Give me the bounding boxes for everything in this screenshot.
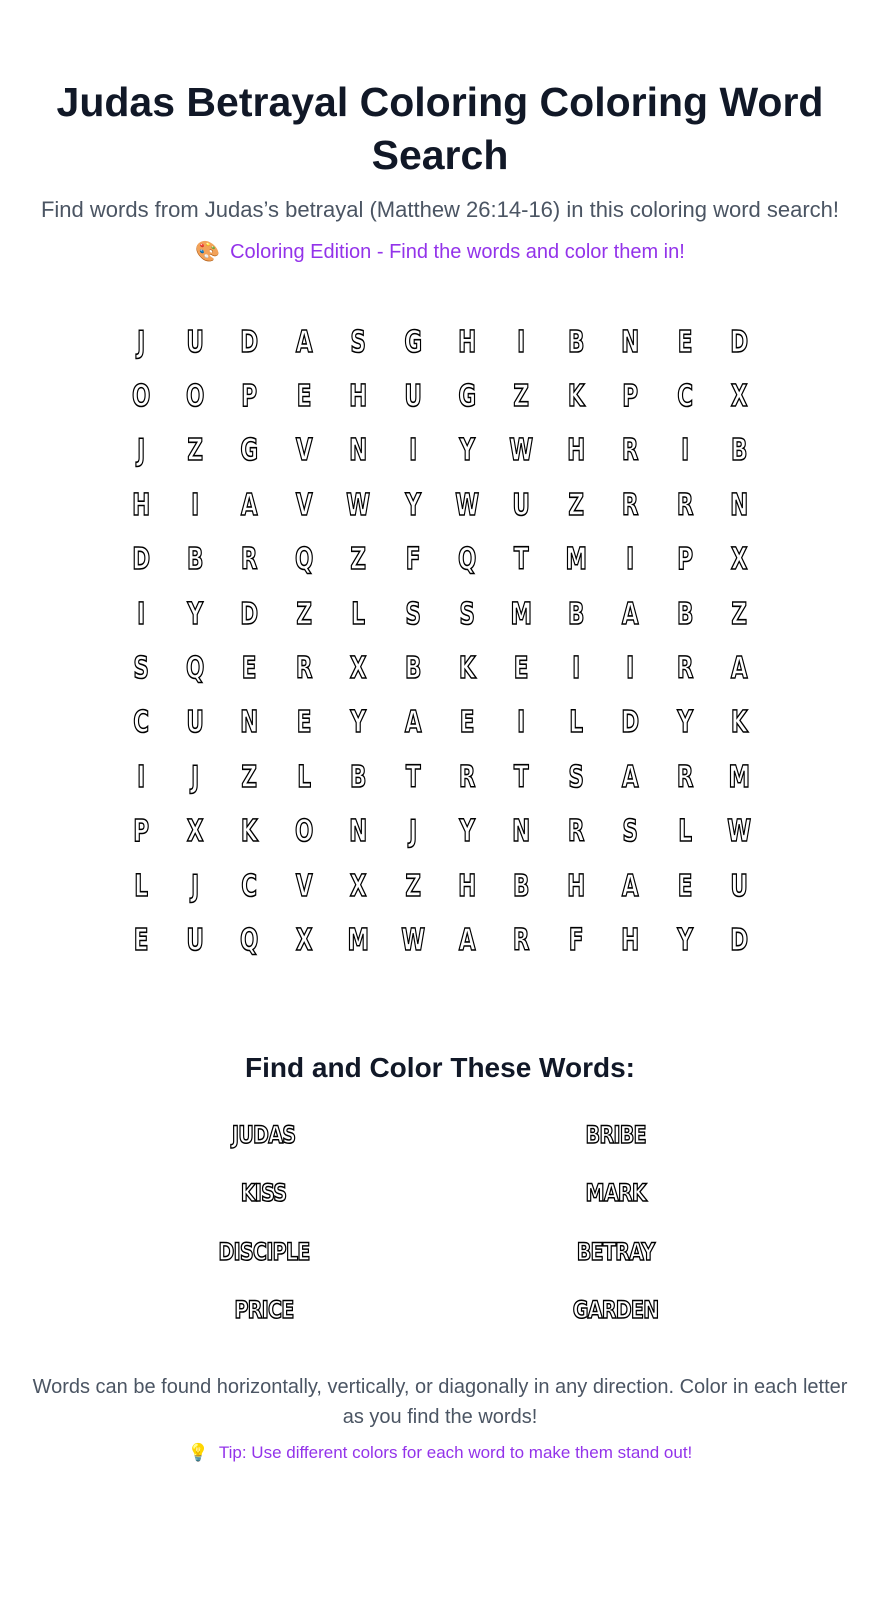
grid-cell[interactable]: T <box>514 759 529 795</box>
grid-cell[interactable]: I <box>680 433 689 469</box>
grid-cell[interactable]: W <box>727 814 752 850</box>
grid-cell[interactable]: D <box>240 324 259 360</box>
grid-cell[interactable]: J <box>136 433 145 469</box>
grid-cell[interactable]: Z <box>187 433 204 469</box>
grid-cell[interactable]: G <box>458 379 477 415</box>
grid-cell[interactable]: Y <box>676 705 693 741</box>
word-list-item <box>440 1223 792 1282</box>
grid-cell[interactable]: S <box>622 814 639 850</box>
grid-cell[interactable]: B <box>513 868 530 904</box>
grid-cell[interactable]: Z <box>404 868 421 904</box>
word-text: BETRAY <box>577 1237 655 1266</box>
grid-cell[interactable]: X <box>295 922 313 958</box>
grid-cell[interactable]: L <box>297 759 311 795</box>
grid-cell[interactable]: F <box>405 542 421 578</box>
grid-cell[interactable]: Y <box>676 922 693 958</box>
grid-cell[interactable]: S <box>133 651 149 687</box>
grid-cell[interactable]: Z <box>241 759 258 795</box>
grid-cell[interactable]: X <box>350 651 367 687</box>
grid-cell[interactable]: K <box>458 651 476 687</box>
word-text: JUDAS <box>232 1120 296 1149</box>
grid-cell[interactable]: A <box>295 324 313 360</box>
grid-cell[interactable]: L <box>133 868 148 904</box>
grid-cell[interactable]: V <box>295 868 313 904</box>
grid-cell[interactable]: Q <box>458 542 477 578</box>
page-subtitle: Find words from Judas’s betrayal (Matthew 26:14-16) in this coloring word search! <box>40 197 840 222</box>
word-list-item <box>88 1281 440 1340</box>
grid-cell[interactable]: Y <box>187 596 204 632</box>
grid-cell[interactable]: Y <box>459 814 476 850</box>
grid-cell[interactable]: N <box>349 433 368 469</box>
grid-cell[interactable]: Z <box>513 379 530 415</box>
grid-cell[interactable]: H <box>458 324 477 360</box>
grid-cell[interactable]: L <box>569 705 583 741</box>
grid-cell[interactable]: U <box>404 379 422 415</box>
grid-cell[interactable]: L <box>351 596 366 632</box>
grid-cell[interactable]: W <box>509 433 534 469</box>
grid-cell[interactable]: D <box>621 705 640 741</box>
word-text: DISCIPLE <box>218 1237 310 1266</box>
grid-cell[interactable]: W <box>346 487 371 523</box>
grid-cell[interactable]: O <box>294 814 314 850</box>
grid-cell[interactable]: A <box>730 651 748 687</box>
grid-cell[interactable]: I <box>136 759 145 795</box>
grid-cell[interactable]: J <box>408 814 417 850</box>
grid-cell[interactable]: B <box>404 651 422 687</box>
grid-cell[interactable]: Q <box>294 542 314 578</box>
grid-cell[interactable]: R <box>622 433 639 469</box>
grid-cell[interactable]: I <box>626 542 635 578</box>
grid-cell[interactable]: A <box>622 596 639 632</box>
word-list-title: Find and Color These Words: <box>245 1051 635 1083</box>
edition-banner <box>24 237 856 267</box>
edition-text: Coloring Edition - Find the words and color them in! <box>230 241 685 263</box>
grid-cell[interactable]: X <box>350 868 367 904</box>
grid-cell[interactable]: B <box>187 542 204 578</box>
grid-cell[interactable]: V <box>295 487 313 523</box>
grid-cell[interactable]: E <box>677 868 693 904</box>
grid-cell[interactable]: O <box>131 379 151 415</box>
grid-cell[interactable]: W <box>400 922 425 958</box>
word-list-item <box>440 1106 792 1165</box>
grid-cell[interactable]: B <box>567 324 585 360</box>
grid-cell[interactable]: K <box>241 814 258 850</box>
grid-cell[interactable]: P <box>132 814 149 850</box>
grid-cell[interactable]: X <box>730 542 748 578</box>
grid-cell[interactable]: M <box>565 542 587 578</box>
grid-cell[interactable]: D <box>131 542 150 578</box>
grid-cell[interactable]: J <box>191 759 200 795</box>
grid-cell[interactable]: D <box>730 324 749 360</box>
word-search-page <box>0 76 880 1466</box>
grid-cell[interactable]: N <box>512 814 531 850</box>
word-list-item <box>88 1223 440 1282</box>
word-list-item <box>88 1106 440 1165</box>
grid-cell[interactable]: H <box>131 487 150 523</box>
grid-cell[interactable]: Y <box>350 705 367 741</box>
word-text: MARK <box>585 1179 647 1208</box>
grid-cell[interactable]: I <box>517 324 526 360</box>
grid-cell[interactable]: Y <box>404 487 421 523</box>
grid-cell[interactable]: T <box>405 759 421 795</box>
grid-cell[interactable]: I <box>626 651 635 687</box>
grid-cell[interactable]: N <box>730 487 749 523</box>
grid-cell[interactable]: J <box>191 868 200 904</box>
grid-cell[interactable]: M <box>347 922 370 958</box>
grid-cell[interactable]: Z <box>296 596 312 632</box>
grid-cell[interactable]: H <box>566 868 586 904</box>
grid-cell[interactable]: E <box>459 705 475 741</box>
grid-cell[interactable]: M <box>510 596 533 632</box>
grid-cell[interactable]: R <box>676 487 694 523</box>
grid-cell[interactable]: H <box>566 433 586 469</box>
grid-cell[interactable]: E <box>242 651 258 687</box>
grid-cell[interactable]: Z <box>350 542 367 578</box>
grid-cell[interactable]: P <box>241 379 258 415</box>
grid-cell[interactable]: B <box>730 433 748 469</box>
grid-cell[interactable]: R <box>295 651 313 687</box>
grid-cell[interactable]: H <box>349 379 368 415</box>
grid-cell[interactable]: R <box>513 922 530 958</box>
grid-cell[interactable]: E <box>514 651 529 687</box>
grid-cell[interactable]: E <box>296 705 312 741</box>
grid-cell[interactable]: B <box>567 596 585 632</box>
word-text: KISS <box>241 1179 287 1208</box>
grid-cell[interactable]: D <box>240 596 259 632</box>
grid-cell[interactable]: E <box>133 922 149 958</box>
grid-cell[interactable]: F <box>568 922 584 958</box>
grid-cell[interactable]: I <box>191 487 200 523</box>
grid-cell[interactable]: M <box>728 759 750 795</box>
instructions-text: Words can be found horizontally, vertically, or diagonally in any direction. Color in each letter as you find the words! <box>32 1375 848 1428</box>
grid-cell[interactable]: Z <box>568 487 584 523</box>
grid-cell[interactable]: A <box>622 868 639 904</box>
grid-cell[interactable]: L <box>677 814 692 850</box>
grid-cell[interactable]: X <box>730 379 748 415</box>
grid-cell[interactable]: S <box>459 596 475 632</box>
grid-cell[interactable]: U <box>186 705 205 741</box>
grid-cell[interactable]: O <box>186 379 205 415</box>
grid-cell[interactable]: U <box>186 922 205 958</box>
grid-cell[interactable]: Z <box>731 596 747 632</box>
grid-cell[interactable]: R <box>567 814 585 850</box>
grid-cell[interactable]: R <box>622 487 639 523</box>
grid-cell[interactable]: A <box>404 705 422 741</box>
grid-cell[interactable]: E <box>677 324 693 360</box>
word-text: PRICE <box>234 1296 294 1325</box>
grid-cell[interactable]: I <box>571 651 580 687</box>
grid-cell[interactable]: S <box>350 324 367 360</box>
grid-cell[interactable]: A <box>241 487 258 523</box>
grid-cell[interactable]: G <box>240 433 259 469</box>
palette-icon: 🎨 <box>195 241 221 263</box>
grid-cell[interactable]: I <box>136 596 145 632</box>
grid-cell[interactable]: W <box>455 487 480 523</box>
grid-cell[interactable]: N <box>621 324 640 360</box>
grid-cell[interactable]: R <box>241 542 258 578</box>
grid-cell[interactable]: G <box>403 324 422 360</box>
page-title: Judas Betrayal Coloring Coloring Word Search <box>56 79 824 178</box>
grid-cell[interactable]: U <box>512 487 531 523</box>
letter-grid <box>120 315 760 968</box>
word-text: BRIBE <box>585 1120 647 1149</box>
tip-text: Tip: Use different colors for each word to make them stand out! <box>218 1442 693 1462</box>
grid-cell[interactable]: K <box>567 379 585 415</box>
grid-cell[interactable]: I <box>408 433 417 469</box>
grid-cell[interactable]: I <box>517 705 526 741</box>
grid-cell[interactable]: P <box>622 379 639 415</box>
grid-cell[interactable]: E <box>296 379 312 415</box>
grid-cell[interactable]: R <box>458 759 476 795</box>
word-list-item <box>440 1164 792 1223</box>
word-text: GARDEN <box>573 1296 659 1325</box>
grid-cell[interactable]: Y <box>459 433 476 469</box>
grid-cell[interactable]: B <box>676 596 693 632</box>
grid-cell[interactable]: S <box>405 596 421 632</box>
grid-cell[interactable]: J <box>136 324 145 360</box>
grid-cell[interactable]: T <box>514 542 529 578</box>
grid-cell[interactable]: D <box>730 922 749 958</box>
grid-cell[interactable]: N <box>240 705 259 741</box>
grid-cell[interactable]: N <box>349 814 368 850</box>
grid-cell[interactable]: C <box>241 868 258 904</box>
grid-cell[interactable]: U <box>730 868 748 904</box>
grid-cell[interactable]: H <box>458 868 477 904</box>
grid-cell[interactable]: S <box>568 759 584 795</box>
grid-cell[interactable]: A <box>458 922 476 958</box>
grid-cell[interactable]: C <box>132 705 149 741</box>
lightbulb-icon: 💡 <box>187 1442 209 1462</box>
grid-cell[interactable]: Q <box>240 922 259 958</box>
word-list-item <box>88 1164 440 1223</box>
grid-cell[interactable]: K <box>730 705 748 741</box>
grid-cell[interactable]: X <box>186 814 204 850</box>
grid-cell[interactable]: P <box>676 542 693 578</box>
grid-cell[interactable]: R <box>676 651 694 687</box>
grid-cell[interactable]: U <box>186 324 205 360</box>
grid-cell[interactable]: H <box>621 922 640 958</box>
grid-cell[interactable]: V <box>295 433 313 469</box>
word-list-item <box>440 1281 792 1340</box>
grid-cell[interactable]: A <box>622 759 639 795</box>
grid-cell[interactable]: Q <box>186 651 205 687</box>
grid-cell[interactable]: B <box>350 759 367 795</box>
grid-cell[interactable]: R <box>676 759 694 795</box>
grid-cell[interactable]: C <box>676 379 693 415</box>
word-list <box>88 1106 792 1340</box>
tip-banner <box>24 1440 856 1466</box>
